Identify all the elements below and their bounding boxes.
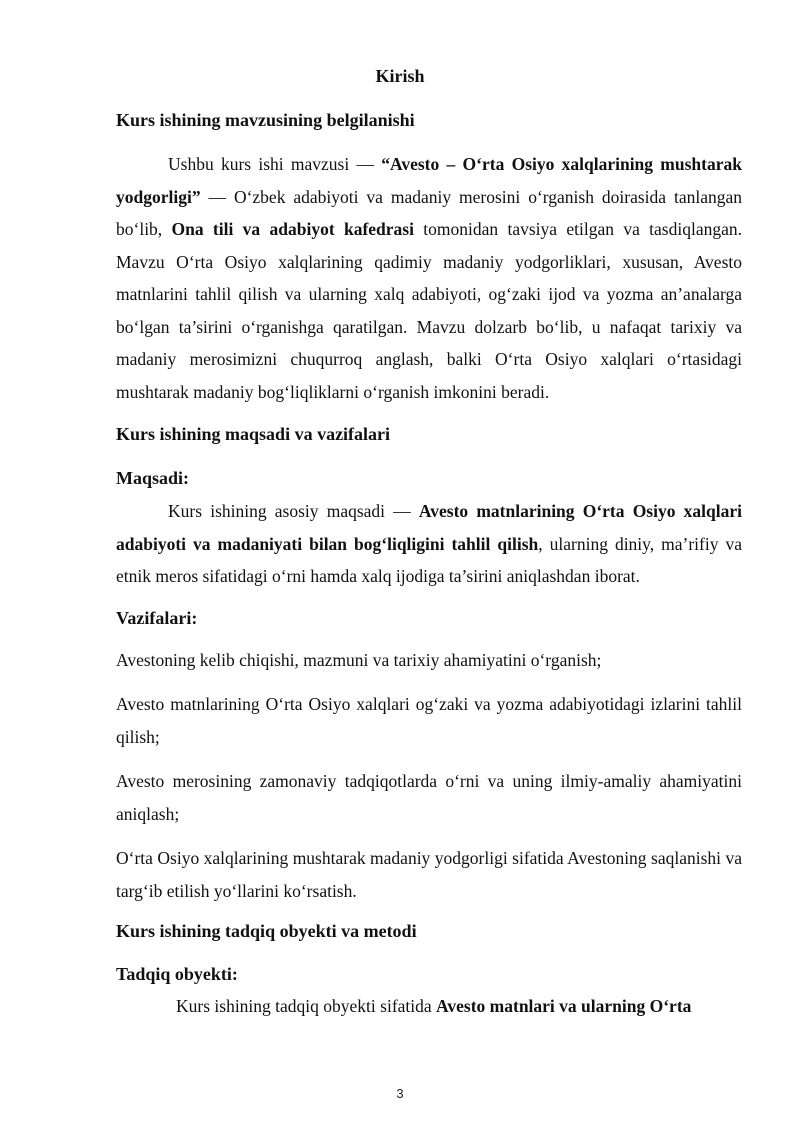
page-number: 3 — [396, 1086, 404, 1101]
section-heading-object: Kurs ishining tadqiq obyekti va metodi — [116, 921, 417, 941]
paragraph-topic — [116, 148, 742, 408]
bold-run-department: Ona tili va adabiyot kafedrasi — [171, 219, 414, 239]
page-title: Kirish — [375, 66, 425, 86]
paragraph-goal — [116, 495, 742, 593]
section-heading-topic: Kurs ishining mavzusining belgilanishi — [116, 110, 415, 130]
section-heading-goals: Kurs ishining maqsadi va vazifalari — [116, 424, 391, 444]
subheading-tasks: Vazifalari: — [116, 608, 198, 628]
text-run: Ushbu kurs ishi mavzusi — — [168, 154, 382, 174]
task-item: Avesto merosining zamonaviy tadqiqotlarda o‘rni va uning ilmiy-amaliy ahamiyatini aniqlash; — [116, 771, 742, 824]
text-run: — O‘zbek adabiyoti va madaniy merosini o‘rganish doirasida tanlangan bo‘lib, — [116, 186, 742, 239]
subheading-goal: Maqsadi: — [116, 468, 190, 488]
text-run: , ularning diniy, ma’rifiy va etnik meros sifatidagi o‘rni hamda xalq ijodiga ta’sirini aniqlashdan iborat. — [116, 533, 742, 586]
bold-run-topic-title: “Avesto – O‘rta Osiyo xalqlarining mushtarak yodgorligi” — [116, 154, 742, 207]
task-item: Avesto matnlarining O‘rta Osiyo xalqlari og‘zaki va yozma adabiyotidagi izlarini tahlil qilish; — [116, 694, 742, 747]
text-run: Kurs ishining tadqiq obyekti sifatida — [176, 996, 437, 1016]
task-item: O‘rta Osiyo xalqlarining mushtarak madaniy yodgorligi sifatida Avestoning saqlanishi va targ‘ib etilish yo‘llarini ko‘rsatish. — [116, 848, 742, 901]
subheading-object: Tadqiq obyekti: — [116, 964, 238, 984]
text-run: tomonidan tavsiya etilgan va tasdiqlangan. Mavzu O‘rta Osiyo xalqlarining qadimiy madaniy yodgorliklari, xususan, Avesto matnlarini tahlil qilish va ularning xalq adabiyoti, og‘zaki ijod va yozma an’analarga bo‘lgan ta’sirini o‘rganishga qaratilgan. Mavzu dolzarb bo‘lib, u nafaqat tarixiy va madaniy merosimizni chuqurroq anglash, balki O‘rta Osiyo xalqlari o‘rtasidagi mushtarak madaniy bog‘liqliklarni o‘rganish imkonini beradi. — [116, 219, 742, 402]
text-run: Kurs ishining asosiy maqsadi — — [168, 501, 419, 521]
paragraph-object — [176, 996, 800, 1017]
task-item: Avestoning kelib chiqishi, mazmuni va tarixiy ahamiyatini o‘rganish; — [116, 650, 602, 670]
bold-run-goal: Avesto matnlarining O‘rta Osiyo xalqlari adabiyoti va madaniyati bilan bog‘liqligini tahlil qilish — [116, 501, 742, 554]
bold-run-object: Avesto matnlari va ularning O‘rta — [436, 996, 692, 1016]
